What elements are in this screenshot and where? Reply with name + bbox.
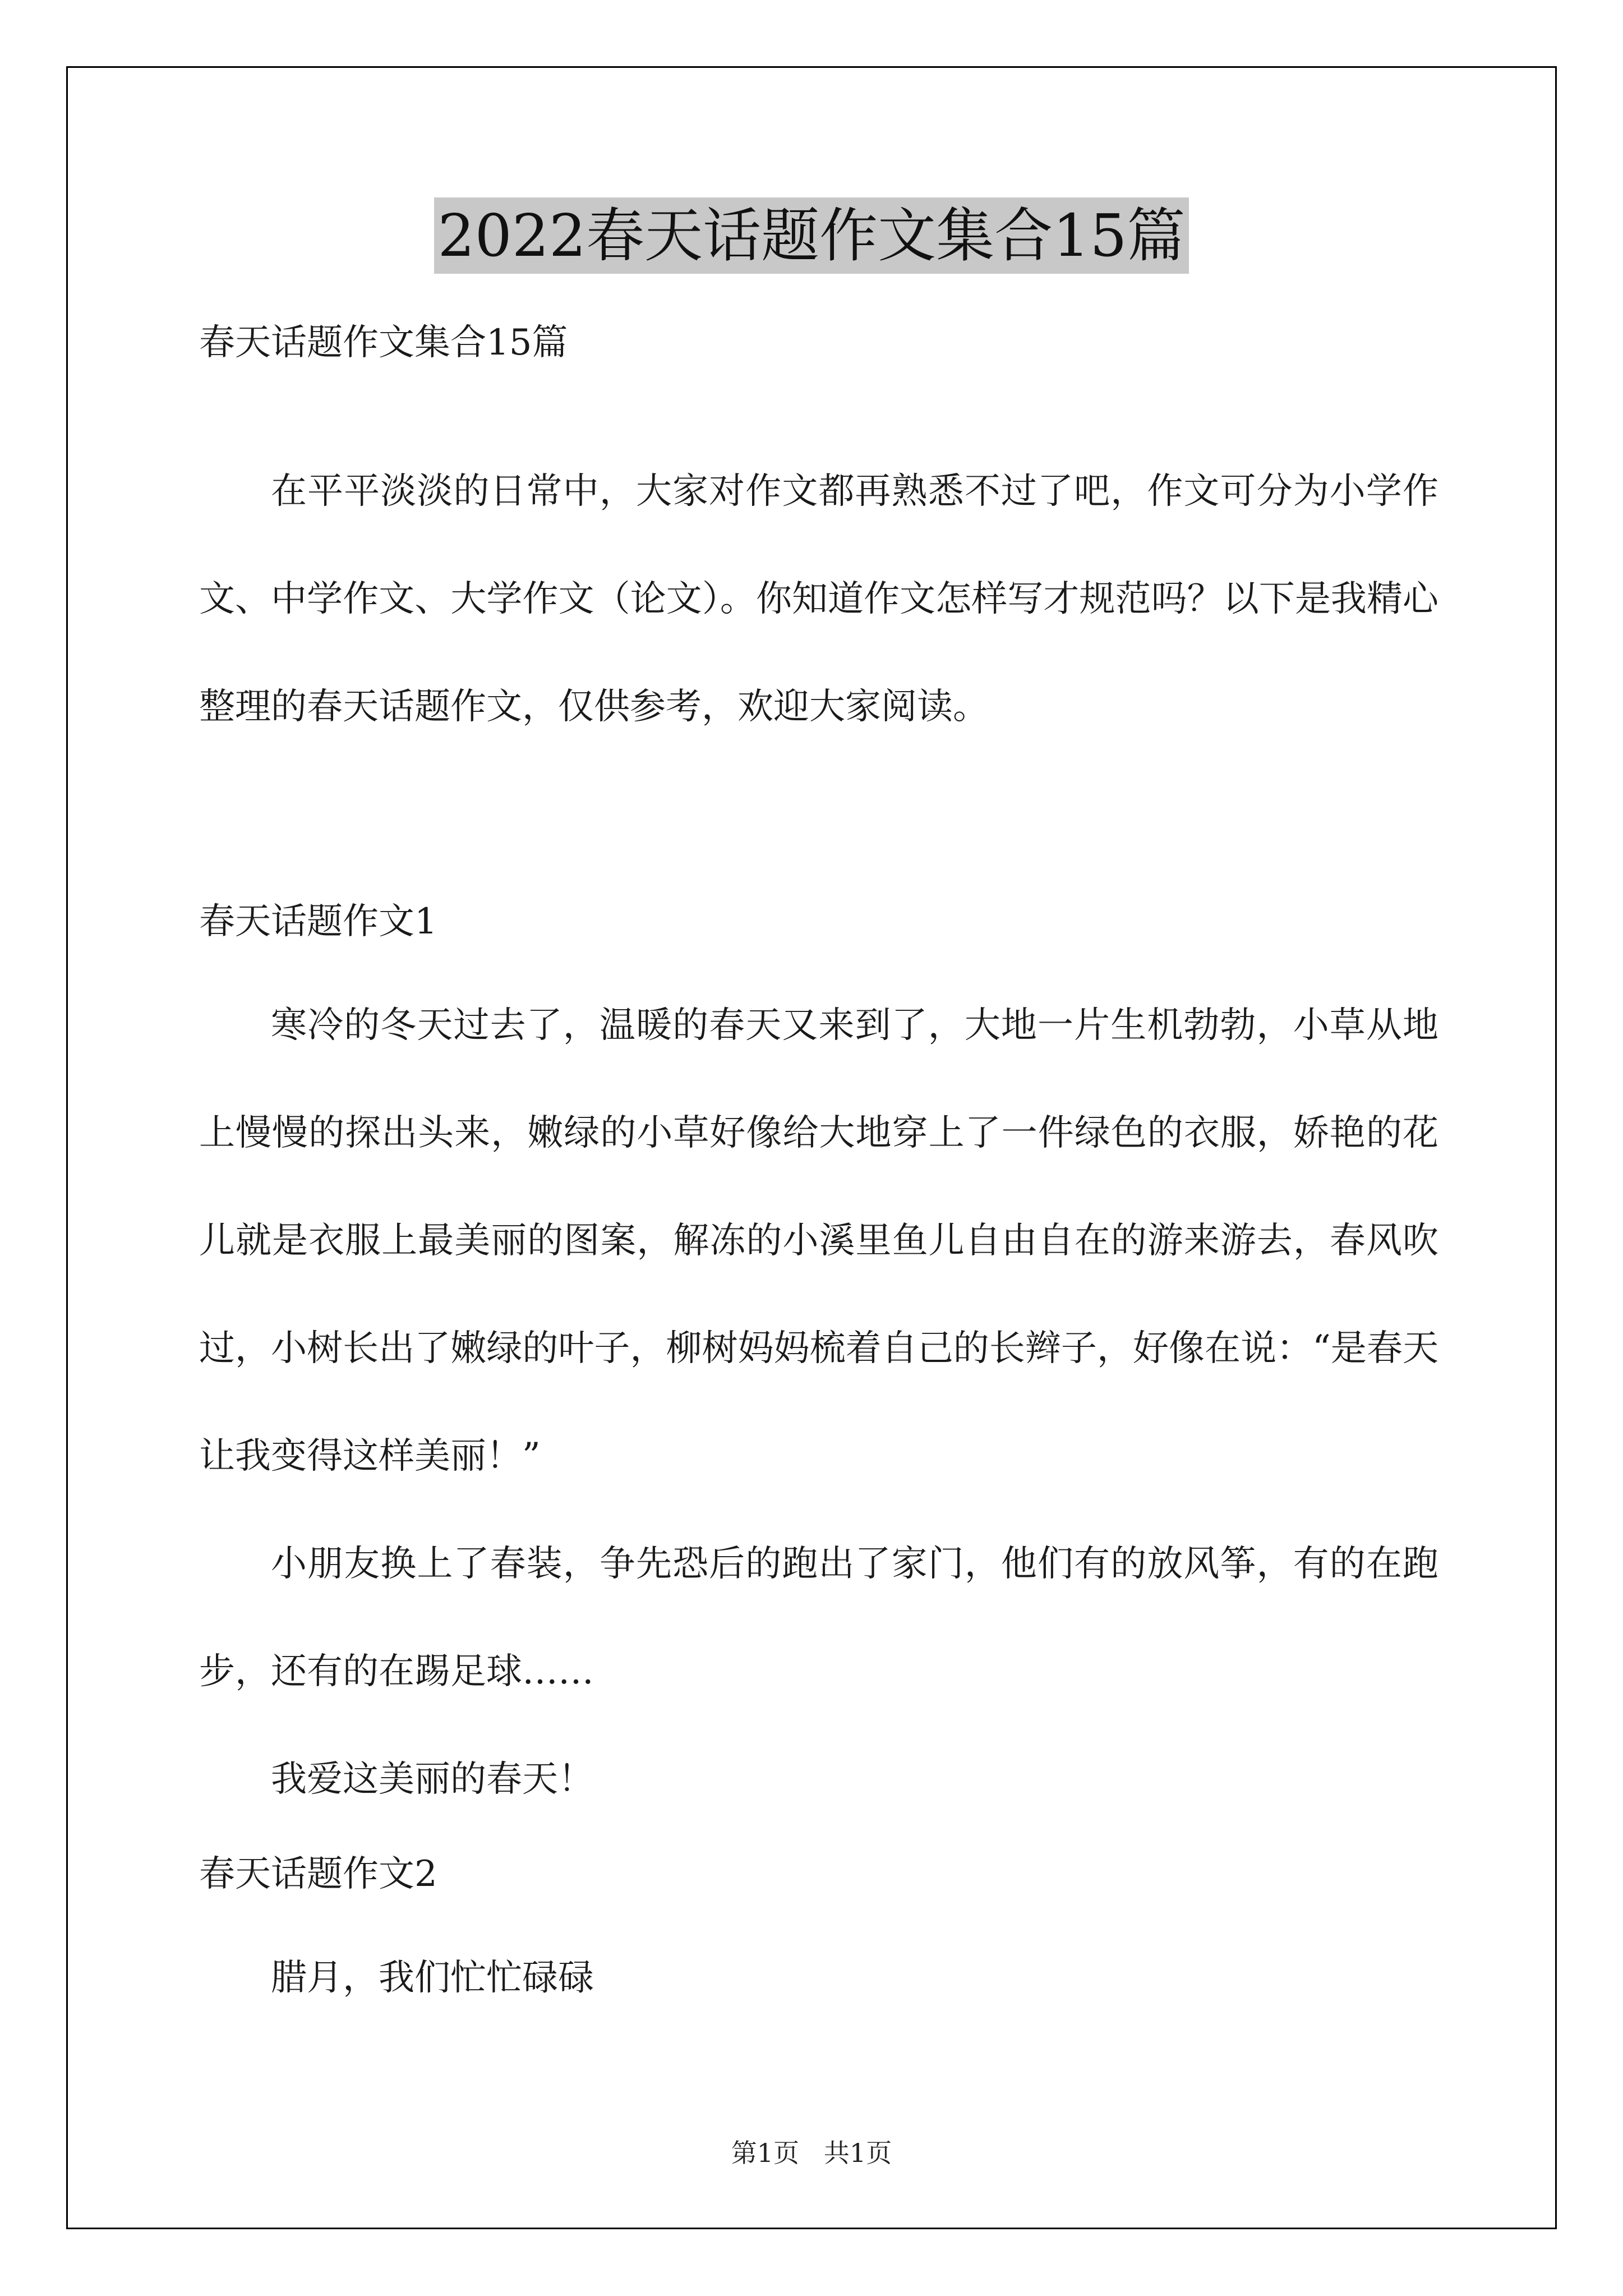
document-title: 2022春天话题作文集合15篇 (434, 197, 1188, 274)
essay-2-paragraph-1: 腊月，我们忙忙碌碌 (271, 1957, 594, 1999)
page-footer (0, 2136, 1623, 2170)
essay-1-paragraph-2: 小朋友换上了春装，争先恐后的跑出了家门，他们有的放风筝，有的在跑步，还有的在踢足球…… (199, 1543, 1438, 1692)
essay-1-heading: 春天话题作文1 (199, 901, 437, 942)
intro-paragraph: 在平平淡淡的日常中，大家对作文都再熟悉不过了吧，作文可分为小学作文、中学作文、大学作文（论文）。你知道作文怎样写才规范吗？以下是我精心整理的春天话题作文，仅供参考，欢迎大家阅读。 (199, 471, 1438, 728)
page-number: 第1页 共1页 (731, 2138, 892, 2168)
title-container (0, 197, 1623, 274)
essay-1-paragraph-1: 寒冷的冬天过去了，温暖的春天又来到了，大地一片生机勃勃，小草从地上慢慢的探出头来，嫩绿的小草好像给大地穿上了一件绿色的衣服，娇艳的花儿就是衣服上最美丽的图案，解冻的小溪里鱼儿自由自在的游来游去，春风吹过，小树长出了嫩绿的叶子，柳树妈妈梳着自己的长辫子，好像在说：“是春天让我变得这样美丽！” (199, 1005, 1438, 1477)
essay-2-heading: 春天话题作文2 (199, 1853, 437, 1895)
subtitle: 春天话题作文集合15篇 (199, 322, 568, 364)
essay-1-paragraph-3: 我爱这美丽的春天！ (271, 1759, 594, 1800)
